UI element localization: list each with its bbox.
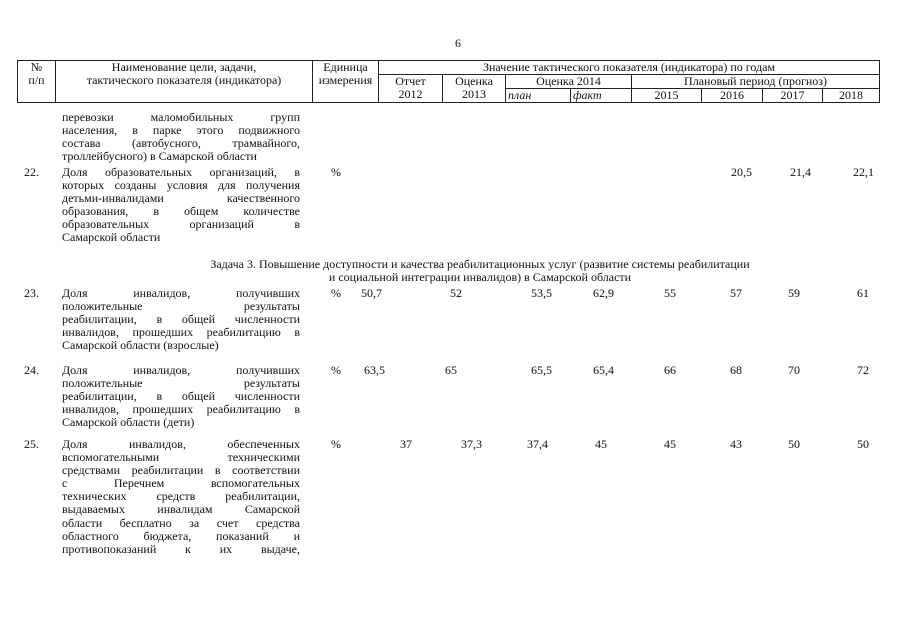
row-number: 25. xyxy=(24,437,39,451)
header-report: Отчет 2012 xyxy=(379,75,443,103)
value-plan-2014: 65,5 xyxy=(531,363,552,377)
header-year: 2018 xyxy=(823,89,880,103)
header-estimate-2014: Оценка 2014 xyxy=(506,75,632,89)
row-number: 23. xyxy=(24,286,39,300)
value-2012: 50,7 xyxy=(361,286,382,300)
value-2018: 61 xyxy=(857,286,869,300)
header-values-title: Значение тактического показателя (индикатора) по годам xyxy=(379,61,880,75)
value-2017: 21,4 xyxy=(790,165,811,179)
row-name: Доля инвалидов, обеспеченных вспомогательными техническими средствами реабилитации в соответствии с Перечнем вспомогательных технических средств реабилитации, выдаваемых инвалидам Самарской области бесплатно за счет средства областного бюджета, показаний и противопоказаний к их выдаче, xyxy=(62,438,300,556)
table-row xyxy=(0,166,905,254)
value-2016: 20,5 xyxy=(731,165,752,179)
row-unit: % xyxy=(331,165,341,179)
header-num: № п/п xyxy=(18,61,56,103)
value-2015: 55 xyxy=(664,286,676,300)
page-number: 6 xyxy=(455,36,461,50)
continued-row xyxy=(0,111,905,166)
row-number: 22. xyxy=(24,165,39,179)
value-2013: 52 xyxy=(450,286,462,300)
table-row xyxy=(0,438,905,568)
value-2017: 59 xyxy=(788,286,800,300)
value-2012: 63,5 xyxy=(364,363,385,377)
row-unit: % xyxy=(331,363,341,377)
value-2018: 22,1 xyxy=(853,165,874,179)
row-name: перевозки маломобильных групп населения, в парке этого подвижного состава (автобусного, трамвайного, троллейбусного) в Самарской области xyxy=(62,111,300,164)
header-plan: план xyxy=(506,89,571,103)
row-unit: % xyxy=(331,437,341,451)
header-name: Наименование цели, задачи, тактического показателя (индикатора) xyxy=(56,61,313,103)
header-year: 2015 xyxy=(632,89,702,103)
value-2015: 66 xyxy=(664,363,676,377)
value-2017: 50 xyxy=(788,437,800,451)
header-year: 2017 xyxy=(763,89,823,103)
row-name: Доля инвалидов, получивших положительные результаты реабилитации, в общей численности инвалидов, прошедших реабилитацию в Самарской области (дети) xyxy=(62,364,300,430)
row-unit: % xyxy=(331,286,341,300)
value-plan-2014: 37,4 xyxy=(527,437,548,451)
header-fact: факт xyxy=(571,89,632,103)
value-fact-2014: 45 xyxy=(595,437,607,451)
header-unit: Единица измерения xyxy=(313,61,379,103)
value-fact-2014: 65,4 xyxy=(593,363,614,377)
value-2016: 57 xyxy=(730,286,742,300)
header-planned-period: Плановый период (прогноз) xyxy=(632,75,880,89)
header-estimate: Оценка 2013 xyxy=(443,75,506,103)
table-row xyxy=(0,364,905,439)
value-2012: 37 xyxy=(400,437,412,451)
value-2018: 50 xyxy=(857,437,869,451)
value-2013: 65 xyxy=(445,363,457,377)
value-2016: 68 xyxy=(730,363,742,377)
task-heading: Задача 3. Повышение доступности и качества реабилитационных услуг (развитие системы реабилитации и социальной интеграции инвалидов) в Самарской области xyxy=(210,257,750,284)
row-number: 24. xyxy=(24,363,39,377)
value-2015: 45 xyxy=(664,437,676,451)
value-2017: 70 xyxy=(788,363,800,377)
value-2013: 37,3 xyxy=(461,437,482,451)
value-fact-2014: 62,9 xyxy=(593,286,614,300)
header-year: 2016 xyxy=(702,89,763,103)
table-header xyxy=(17,60,880,103)
row-name: Доля образовательных организаций, в которых созданы условия для получения детьми-инвалидами качественного образования, в общем количестве образовательных организаций в Самарской области xyxy=(62,166,300,245)
table-row xyxy=(0,287,905,362)
value-2016: 43 xyxy=(730,437,742,451)
value-2018: 72 xyxy=(857,363,869,377)
value-plan-2014: 53,5 xyxy=(531,286,552,300)
row-name: Доля инвалидов, получивших положительные результаты реабилитации, в общей численности инвалидов, прошедших реабилитацию в Самарской области (взрослые) xyxy=(62,287,300,353)
